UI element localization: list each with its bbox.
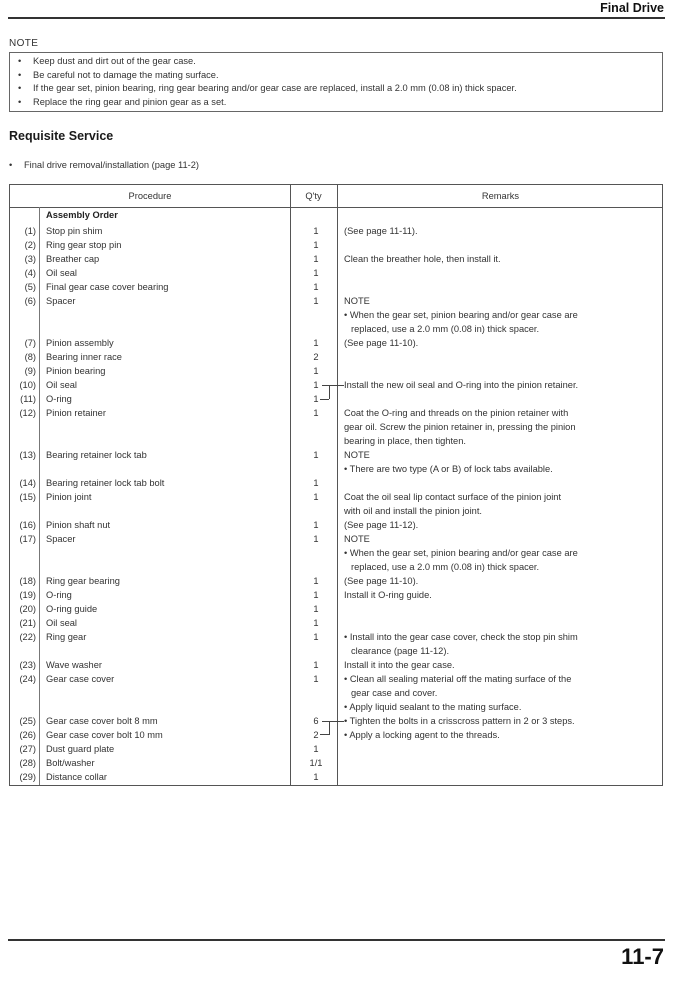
remark-note-label: NOTE xyxy=(344,296,370,306)
item-number: (26) xyxy=(19,730,36,740)
quantity: 1 xyxy=(313,240,319,250)
table-row xyxy=(10,574,662,588)
quantity: 1 xyxy=(313,394,319,404)
bracket-connector xyxy=(329,385,344,386)
part-name: Gear case cover xyxy=(46,674,115,684)
quantity: 1 xyxy=(313,534,319,544)
remark-note-label: NOTE xyxy=(344,534,370,544)
quantity: 1/1 xyxy=(309,758,323,768)
part-name: Gear case cover bolt 8 mm xyxy=(46,716,158,726)
remark-text: • Clean all sealing material off the mating surface of the xyxy=(344,674,572,684)
part-name: Ring gear xyxy=(46,632,87,642)
remark-text: • Apply liquid sealant to the mating surface. xyxy=(344,702,522,712)
part-name: Dust guard plate xyxy=(46,744,115,754)
remark-note-label: NOTE xyxy=(344,450,370,460)
quantity: 1 xyxy=(313,660,319,670)
part-name: Spacer xyxy=(46,534,76,544)
table-row xyxy=(10,350,662,364)
remark-text: Coat the O-ring and threads on the pinion retainer with xyxy=(344,408,569,418)
bullet-icon: • xyxy=(18,56,22,66)
quantity: 1 xyxy=(313,772,319,782)
quantity: 1 xyxy=(313,338,319,348)
table-row xyxy=(10,280,662,294)
remark-text: with oil and install the pinion joint. xyxy=(344,506,482,516)
quantity: 1 xyxy=(313,380,319,390)
table-row xyxy=(10,294,662,308)
part-name: Bearing retainer lock tab bolt xyxy=(46,478,165,488)
item-number: (24) xyxy=(19,674,36,684)
table-row xyxy=(10,658,662,672)
table-row xyxy=(10,336,662,350)
remark-text: • There are two type (A or B) of lock tabs available. xyxy=(344,464,553,474)
table-row xyxy=(10,616,662,630)
bracket-connector xyxy=(329,721,344,722)
part-name: Bolt/washer xyxy=(46,758,95,768)
part-name: Bearing retainer lock tab xyxy=(46,450,147,460)
part-name: Oil seal xyxy=(46,268,78,278)
quantity: 1 xyxy=(313,632,319,642)
item-number: (25) xyxy=(19,716,36,726)
quantity: 1 xyxy=(313,366,319,376)
remark-text: • Apply a locking agent to the threads. xyxy=(344,730,500,740)
item-number: (14) xyxy=(19,478,36,488)
header-rule xyxy=(8,17,665,19)
item-number: (2) xyxy=(24,240,36,250)
remarks-column-header: Remarks xyxy=(481,191,520,201)
remark-text: replaced, use a 2.0 mm (0.08 in) thick spacer. xyxy=(351,324,540,334)
table-row xyxy=(10,476,662,490)
part-name: Pinion retainer xyxy=(46,408,106,418)
bullet-icon: • xyxy=(9,160,13,170)
quantity: 1 xyxy=(313,408,319,418)
item-number: (10) xyxy=(19,380,36,390)
item-number: (21) xyxy=(19,618,36,628)
quantity: 1 xyxy=(313,604,319,614)
bracket-connector xyxy=(320,392,329,400)
table-row xyxy=(10,728,662,742)
quantity: 1 xyxy=(313,450,319,460)
remark-text: clearance (page 11-12). xyxy=(351,646,450,656)
item-number: (15) xyxy=(19,492,36,502)
table-header-rule xyxy=(10,207,662,208)
section-header-title: Final Drive xyxy=(600,1,664,15)
bracket-connector xyxy=(320,734,329,735)
remark-text: gear oil. Screw the pinion retainer in, pressing the pinion xyxy=(344,422,576,432)
part-name: Pinion shaft nut xyxy=(46,520,111,530)
table-row xyxy=(10,742,662,756)
item-number: (11) xyxy=(20,394,36,404)
part-name: O-ring guide xyxy=(46,604,98,614)
remark-text: gear case and cover. xyxy=(351,688,438,698)
item-number: (1) xyxy=(24,226,36,236)
note-bullet: • Keep dust and dirt out of the gear case. xyxy=(18,55,662,69)
item-number: (8) xyxy=(24,352,36,362)
item-number: (29) xyxy=(19,772,36,782)
table-row xyxy=(10,266,662,280)
item-number: (13) xyxy=(19,450,36,460)
quantity: 1 xyxy=(313,618,319,628)
remark-text: bearing in place, then tighten. xyxy=(344,436,466,446)
page-number: 11-7 xyxy=(621,944,664,969)
bullet-icon: • xyxy=(18,83,22,93)
remark-text: • When the gear set, pinion bearing and/or gear case are xyxy=(344,310,578,320)
remark-text: • Install into the gear case cover, check the stop pin shim xyxy=(344,632,578,642)
part-name: Ring gear stop pin xyxy=(46,240,122,250)
remark-text: Install it O-ring guide. xyxy=(344,590,432,600)
item-number: (28) xyxy=(19,758,36,768)
quantity: 1 xyxy=(313,296,319,306)
part-name: Pinion assembly xyxy=(46,338,114,348)
bullet-icon: • xyxy=(18,96,22,107)
part-name: O-ring xyxy=(46,590,72,600)
remark-text: (See page 11-11). xyxy=(344,226,418,236)
table-row xyxy=(10,756,662,770)
remark-text: replaced, use a 2.0 mm (0.08 in) thick spacer. xyxy=(351,562,540,572)
quantity: 1 xyxy=(313,744,319,754)
part-name: Oil seal xyxy=(46,380,78,390)
item-number: (12) xyxy=(19,408,36,418)
quantity: 1 xyxy=(313,590,319,600)
assembly-order-heading: Assembly Order xyxy=(46,210,118,220)
note-bullet: • Be careful not to damage the mating surface. xyxy=(18,69,662,83)
note-bullet: • If the gear set, pinion bearing, ring gear bearing and/or gear case are replaced, install a 2.0 mm (0.08 in) thick spacer. xyxy=(18,82,662,96)
item-number: (7) xyxy=(24,338,36,348)
item-number: (4) xyxy=(24,268,36,278)
qty-column-header: Q'ty xyxy=(305,191,322,201)
item-number: (3) xyxy=(24,254,36,264)
remark-text: Install it into the gear case. xyxy=(344,660,455,670)
procedure-column-header: Procedure xyxy=(128,191,172,201)
requisite-service-item: • Final drive removal/installation (page 11-2) xyxy=(9,160,200,170)
table-row xyxy=(10,588,662,602)
table-row xyxy=(10,238,662,252)
item-number: (17) xyxy=(19,534,36,544)
table-row xyxy=(10,448,662,462)
item-number: (16) xyxy=(19,520,36,530)
table-row xyxy=(10,224,662,238)
remark-text: Clean the breather hole, then install it. xyxy=(344,254,501,264)
part-name: Final gear case cover bearing xyxy=(46,282,169,292)
note-title: NOTE xyxy=(9,38,39,49)
item-number: (20) xyxy=(19,604,36,614)
table-row xyxy=(10,364,662,378)
part-name: Oil seal xyxy=(46,618,78,628)
part-name: Spacer xyxy=(46,296,76,306)
table-row xyxy=(10,532,662,546)
item-number: (27) xyxy=(19,744,36,754)
remark-text: Coat the oil seal lip contact surface of the pinion joint xyxy=(344,492,562,502)
quantity: 2 xyxy=(313,730,319,740)
note-bullet: • Replace the ring gear and pinion gear as a set. xyxy=(18,96,662,110)
quantity: 2 xyxy=(313,352,319,362)
bullet-icon: • xyxy=(18,69,22,80)
table-row xyxy=(10,490,662,504)
remark-text: Install the new oil seal and O-ring into the pinion retainer. xyxy=(344,380,579,390)
part-name: Stop pin shim xyxy=(46,226,103,236)
part-name: Gear case cover bolt 10 mm xyxy=(46,730,163,740)
item-number: (22) xyxy=(19,632,36,642)
quantity: 1 xyxy=(313,254,319,264)
part-name: Ring gear bearing xyxy=(46,576,120,586)
remark-text: (See page 11-10). xyxy=(344,338,419,348)
item-number: (23) xyxy=(19,660,36,670)
remark-text: (See page 11-10). xyxy=(344,576,419,586)
item-number: (9) xyxy=(24,366,36,376)
quantity: 1 xyxy=(313,478,319,488)
procedure-table xyxy=(9,184,663,786)
quantity: 1 xyxy=(313,492,319,502)
footer-rule xyxy=(8,939,665,941)
item-number: (6) xyxy=(24,296,36,306)
quantity: 1 xyxy=(313,226,319,236)
requisite-service-title: Requisite Service xyxy=(9,129,114,143)
table-row xyxy=(10,770,662,784)
part-name: Breather cap xyxy=(46,254,100,264)
remark-text: • When the gear set, pinion bearing and/or gear case are xyxy=(344,548,578,558)
part-name: Pinion bearing xyxy=(46,366,106,376)
table-row xyxy=(10,252,662,266)
item-number: (19) xyxy=(19,590,36,600)
quantity: 1 xyxy=(313,520,319,530)
quantity: 6 xyxy=(313,716,319,726)
part-name: O-ring xyxy=(46,394,72,404)
quantity: 1 xyxy=(313,674,319,684)
part-name: Bearing inner race xyxy=(46,352,122,362)
part-name: Wave washer xyxy=(46,660,102,670)
remark-text: (See page 11-12). xyxy=(344,520,419,530)
quantity: 1 xyxy=(313,282,319,292)
remark-text: • Tighten the bolts in a crisscross pattern in 2 or 3 steps. xyxy=(344,716,575,726)
table-row xyxy=(10,392,662,406)
table-row xyxy=(10,602,662,616)
table-row xyxy=(10,518,662,532)
part-name: Pinion joint xyxy=(46,492,92,502)
item-number: (18) xyxy=(19,576,36,586)
note-box xyxy=(9,52,663,112)
bracket-connector xyxy=(322,721,330,735)
item-number: (5) xyxy=(24,282,36,292)
quantity: 1 xyxy=(313,268,319,278)
part-name: Distance collar xyxy=(46,772,107,782)
quantity: 1 xyxy=(313,576,319,586)
